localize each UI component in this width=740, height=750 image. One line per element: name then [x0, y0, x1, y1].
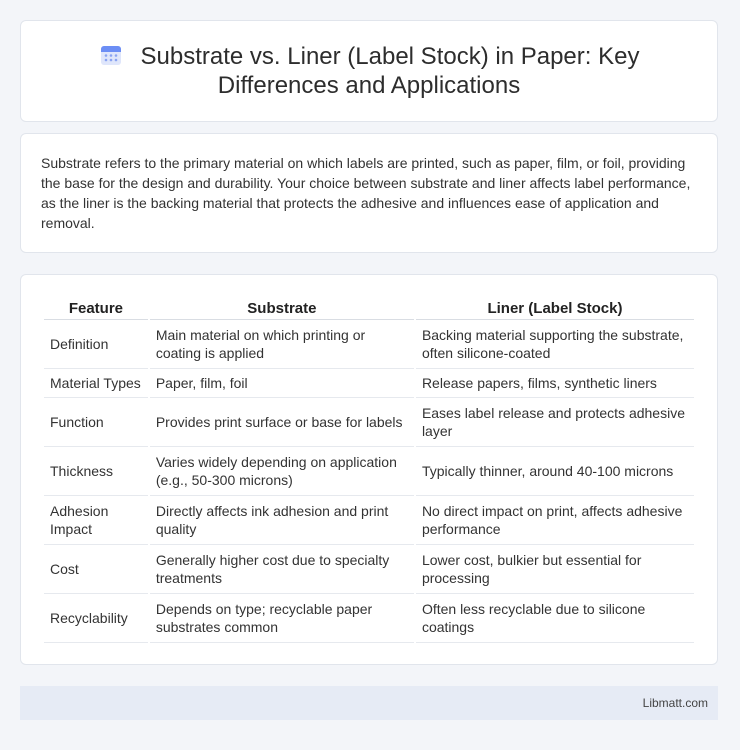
intro-paragraph: Substrate refers to the primary material on which labels are printed, such as paper, film, or foil, providing the base for the design and durability. Your choice between substrate and liner affects label performance, as the liner is the backing material that protects the adhesive and influences ease of application and removal.: [41, 155, 691, 231]
liner-cell: Often less recyclable due to silicone coatings: [416, 594, 694, 643]
page-title-text: Substrate vs. Liner (Label Stock) in Paper: Key Differences and Applications: [140, 43, 640, 99]
page-title: [45, 42, 693, 100]
table-row: [44, 545, 694, 594]
header-feature: Feature: [44, 295, 148, 320]
feature-cell: Adhesion Impact: [44, 496, 148, 545]
table-row: [44, 447, 694, 496]
liner-cell: Backing material supporting the substrate, often silicone-coated: [416, 320, 694, 369]
header-liner: Liner (Label Stock): [416, 295, 694, 320]
substrate-cell: Paper, film, foil: [150, 369, 414, 398]
liner-cell: No direct impact on print, affects adhesive performance: [416, 496, 694, 545]
liner-cell: Release papers, films, synthetic liners: [416, 369, 694, 398]
liner-cell: Typically thinner, around 40-100 microns: [416, 447, 694, 496]
footer-brand: Libmatt.com: [642, 696, 708, 710]
substrate-cell: Provides print surface or base for labels: [150, 398, 414, 447]
feature-cell: Recyclability: [44, 594, 148, 643]
substrate-cell: Directly affects ink adhesion and print quality: [150, 496, 414, 545]
feature-cell: Cost: [44, 545, 148, 594]
intro-card: [20, 133, 718, 253]
substrate-cell: Generally higher cost due to specialty treatments: [150, 545, 414, 594]
feature-cell: Material Types: [44, 369, 148, 398]
comparison-table-card: [20, 274, 718, 665]
title-card: [20, 20, 718, 122]
table-header-row: [44, 295, 694, 320]
substrate-cell: Depends on type; recyclable paper substrates common: [150, 594, 414, 643]
feature-cell: Thickness: [44, 447, 148, 496]
table-row: [44, 594, 694, 643]
table-row: [44, 496, 694, 545]
table-row: [44, 369, 694, 398]
feature-cell: Definition: [44, 320, 148, 369]
table-row: [44, 320, 694, 369]
header-substrate: Substrate: [150, 295, 414, 320]
substrate-cell: Main material on which printing or coating is applied: [150, 320, 414, 369]
footer: [20, 686, 718, 720]
table-row: [44, 398, 694, 447]
liner-cell: Lower cost, bulkier but essential for processing: [416, 545, 694, 594]
substrate-cell: Varies widely depending on application (e.g., 50-300 microns): [150, 447, 414, 496]
comparison-table: [42, 295, 696, 643]
calendar-icon: [99, 43, 123, 67]
feature-cell: Function: [44, 398, 148, 447]
liner-cell: Eases label release and protects adhesive layer: [416, 398, 694, 447]
